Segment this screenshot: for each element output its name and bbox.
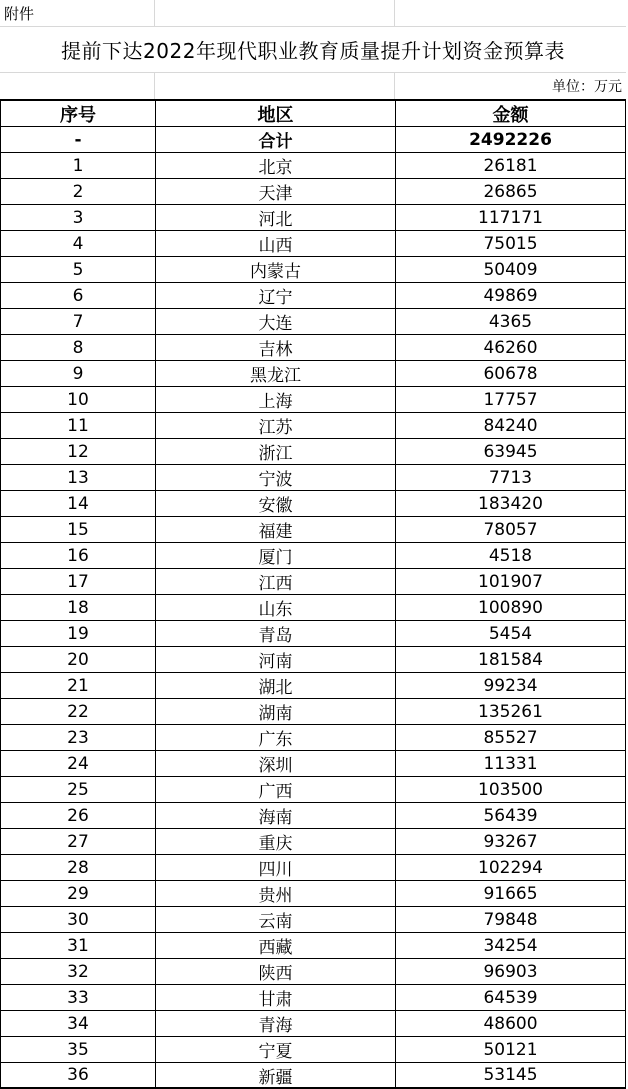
row-amount[interactable]: 183420 bbox=[478, 493, 543, 514]
row-amount[interactable]: 50121 bbox=[483, 1039, 538, 1060]
row-amount[interactable]: 26865 bbox=[483, 181, 538, 202]
empty-cell[interactable] bbox=[155, 0, 395, 26]
row-amount[interactable]: 93267 bbox=[483, 831, 538, 852]
row-region[interactable]: 福建 bbox=[156, 517, 396, 542]
row-seq[interactable]: 8 bbox=[1, 335, 156, 360]
budget-table bbox=[0, 99, 626, 1089]
row-seq[interactable]: 27 bbox=[1, 829, 156, 854]
row-seq[interactable]: 13 bbox=[1, 465, 156, 490]
table-row bbox=[1, 621, 625, 647]
row-region[interactable]: 陕西 bbox=[156, 959, 396, 984]
annex-row bbox=[0, 0, 626, 27]
title-row bbox=[0, 27, 626, 73]
row-region[interactable]: 海南 bbox=[156, 803, 396, 828]
row-region[interactable]: 广西 bbox=[156, 777, 396, 802]
row-region[interactable]: 贵州 bbox=[156, 881, 396, 906]
table-row bbox=[1, 179, 625, 205]
row-seq[interactable]: 9 bbox=[1, 361, 156, 386]
row-seq[interactable]: 21 bbox=[1, 673, 156, 698]
table-row bbox=[1, 907, 625, 933]
row-region[interactable]: 天津 bbox=[156, 179, 396, 204]
row-amount[interactable]: 75015 bbox=[483, 233, 538, 254]
table-row bbox=[1, 1063, 625, 1089]
row-amount[interactable]: 102294 bbox=[478, 857, 543, 878]
row-seq[interactable]: 29 bbox=[1, 881, 156, 906]
table-row bbox=[1, 257, 625, 283]
row-region[interactable]: 江苏 bbox=[156, 413, 396, 438]
unit-row bbox=[0, 73, 626, 99]
table-row bbox=[1, 309, 625, 335]
row-amount[interactable]: 63945 bbox=[483, 441, 538, 462]
row-region[interactable]: 辽宁 bbox=[156, 283, 396, 308]
row-seq[interactable]: 12 bbox=[1, 439, 156, 464]
row-seq[interactable]: 11 bbox=[1, 413, 156, 438]
row-amount[interactable]: 99234 bbox=[483, 675, 538, 696]
table-row bbox=[1, 959, 625, 985]
table-row bbox=[1, 491, 625, 517]
unit-label[interactable]: 单位：万元 bbox=[552, 79, 622, 95]
row-amount[interactable]: 135261 bbox=[478, 701, 543, 722]
row-region[interactable]: 云南 bbox=[156, 907, 396, 932]
row-amount[interactable]: 79848 bbox=[483, 909, 538, 930]
row-seq[interactable]: 1 bbox=[1, 153, 156, 178]
row-region[interactable]: 甘肃 bbox=[156, 985, 396, 1010]
row-seq[interactable]: 16 bbox=[1, 543, 156, 568]
row-region[interactable]: 江西 bbox=[156, 569, 396, 594]
empty-cell[interactable] bbox=[155, 73, 395, 99]
row-seq[interactable]: 18 bbox=[1, 595, 156, 620]
row-seq[interactable]: 33 bbox=[1, 985, 156, 1010]
table-row bbox=[1, 595, 625, 621]
row-seq[interactable]: 30 bbox=[1, 907, 156, 932]
table-row bbox=[1, 933, 625, 959]
row-region[interactable]: 湖南 bbox=[156, 699, 396, 724]
table-row bbox=[1, 829, 625, 855]
row-seq[interactable]: 32 bbox=[1, 959, 156, 984]
table-row bbox=[1, 413, 625, 439]
row-region[interactable]: 河南 bbox=[156, 647, 396, 672]
row-region[interactable]: 大连 bbox=[156, 309, 396, 334]
row-amount[interactable]: 48600 bbox=[483, 1013, 538, 1034]
empty-cell[interactable] bbox=[395, 0, 626, 26]
table-row bbox=[1, 647, 625, 673]
table-row bbox=[1, 725, 625, 751]
row-amount[interactable]: 84240 bbox=[483, 415, 538, 436]
table-row bbox=[1, 1011, 625, 1037]
table-header-row bbox=[1, 101, 625, 127]
total-seq[interactable]: - bbox=[1, 127, 156, 152]
row-amount[interactable]: 53145 bbox=[483, 1065, 538, 1085]
row-amount[interactable]: 49869 bbox=[483, 285, 538, 306]
header-amount[interactable]: 金额 bbox=[492, 104, 529, 126]
row-seq[interactable]: 20 bbox=[1, 647, 156, 672]
row-region[interactable]: 山西 bbox=[156, 231, 396, 256]
header-region[interactable]: 地区 bbox=[156, 101, 396, 126]
row-region[interactable]: 宁波 bbox=[156, 465, 396, 490]
row-amount[interactable]: 46260 bbox=[483, 337, 538, 358]
row-amount[interactable]: 11331 bbox=[483, 753, 538, 774]
table-body bbox=[1, 153, 625, 1089]
row-region[interactable]: 西藏 bbox=[156, 933, 396, 958]
row-region[interactable]: 青岛 bbox=[156, 621, 396, 646]
row-amount[interactable]: 56439 bbox=[483, 805, 538, 826]
row-seq[interactable]: 31 bbox=[1, 933, 156, 958]
row-seq[interactable]: 26 bbox=[1, 803, 156, 828]
row-region[interactable]: 厦门 bbox=[156, 543, 396, 568]
row-region[interactable]: 内蒙古 bbox=[156, 257, 396, 282]
table-row bbox=[1, 777, 625, 803]
table-row bbox=[1, 803, 625, 829]
row-region[interactable]: 浙江 bbox=[156, 439, 396, 464]
row-region[interactable]: 广东 bbox=[156, 725, 396, 750]
row-amount[interactable]: 60678 bbox=[483, 363, 538, 384]
row-region[interactable]: 青海 bbox=[156, 1011, 396, 1036]
table-row bbox=[1, 283, 625, 309]
row-seq[interactable]: 3 bbox=[1, 205, 156, 230]
row-seq[interactable]: 35 bbox=[1, 1037, 156, 1062]
row-amount[interactable]: 101907 bbox=[478, 571, 543, 592]
row-seq[interactable]: 28 bbox=[1, 855, 156, 880]
row-region[interactable]: 重庆 bbox=[156, 829, 396, 854]
row-seq[interactable]: 17 bbox=[1, 569, 156, 594]
row-amount[interactable]: 7713 bbox=[488, 467, 533, 488]
row-region[interactable]: 深圳 bbox=[156, 751, 396, 776]
page-title[interactable]: 提前下达2022年现代职业教育质量提升计划资金预算表 bbox=[61, 39, 565, 63]
table-row bbox=[1, 361, 625, 387]
empty-cell[interactable] bbox=[0, 73, 155, 99]
row-amount[interactable]: 117171 bbox=[478, 207, 543, 228]
row-amount[interactable]: 34254 bbox=[483, 935, 538, 956]
row-region[interactable]: 四川 bbox=[156, 855, 396, 880]
row-seq[interactable]: 15 bbox=[1, 517, 156, 542]
table-row bbox=[1, 985, 625, 1011]
row-seq[interactable]: 22 bbox=[1, 699, 156, 724]
row-region[interactable]: 安徽 bbox=[156, 491, 396, 516]
table-row bbox=[1, 439, 625, 465]
row-amount[interactable]: 181584 bbox=[478, 649, 543, 670]
row-seq[interactable]: 25 bbox=[1, 777, 156, 802]
annex-label[interactable]: 附件 bbox=[0, 0, 155, 26]
row-region[interactable]: 宁夏 bbox=[156, 1037, 396, 1062]
total-row bbox=[1, 127, 625, 153]
header-seq[interactable]: 序号 bbox=[1, 101, 156, 126]
row-amount[interactable]: 50409 bbox=[483, 259, 538, 280]
table-row bbox=[1, 517, 625, 543]
table-row bbox=[1, 335, 625, 361]
row-amount[interactable]: 78057 bbox=[483, 519, 538, 540]
table-row bbox=[1, 673, 625, 699]
row-seq[interactable]: 2 bbox=[1, 179, 156, 204]
total-amount[interactable]: 2492226 bbox=[469, 129, 552, 150]
row-seq[interactable]: 19 bbox=[1, 621, 156, 646]
row-amount[interactable]: 103500 bbox=[478, 779, 543, 800]
row-seq[interactable]: 23 bbox=[1, 725, 156, 750]
row-region[interactable]: 吉林 bbox=[156, 335, 396, 360]
row-amount[interactable]: 26181 bbox=[483, 155, 538, 176]
table-row bbox=[1, 855, 625, 881]
table-row bbox=[1, 881, 625, 907]
row-seq[interactable]: 10 bbox=[1, 387, 156, 412]
table-row bbox=[1, 699, 625, 725]
total-label[interactable]: 合计 bbox=[156, 127, 396, 152]
row-amount[interactable]: 91665 bbox=[483, 883, 538, 904]
row-region[interactable]: 河北 bbox=[156, 205, 396, 230]
row-seq[interactable]: 5 bbox=[1, 257, 156, 282]
table-row bbox=[1, 543, 625, 569]
row-seq[interactable]: 7 bbox=[1, 309, 156, 334]
row-region[interactable]: 山东 bbox=[156, 595, 396, 620]
row-seq[interactable]: 14 bbox=[1, 491, 156, 516]
table-row bbox=[1, 387, 625, 413]
row-amount[interactable]: 4365 bbox=[488, 311, 533, 332]
row-amount[interactable]: 85527 bbox=[483, 727, 538, 748]
row-amount[interactable]: 5454 bbox=[488, 623, 533, 644]
table-row bbox=[1, 231, 625, 257]
table-row bbox=[1, 569, 625, 595]
row-region[interactable]: 新疆 bbox=[156, 1063, 396, 1087]
row-seq[interactable]: 24 bbox=[1, 751, 156, 776]
table-row bbox=[1, 465, 625, 491]
row-region[interactable]: 北京 bbox=[156, 153, 396, 178]
row-region[interactable]: 黑龙江 bbox=[156, 361, 396, 386]
row-region[interactable]: 上海 bbox=[156, 387, 396, 412]
row-amount[interactable]: 4518 bbox=[488, 545, 533, 566]
row-amount[interactable]: 17757 bbox=[483, 389, 538, 410]
table-row bbox=[1, 1037, 625, 1063]
row-seq[interactable]: 34 bbox=[1, 1011, 156, 1036]
row-seq[interactable]: 6 bbox=[1, 283, 156, 308]
table-row bbox=[1, 751, 625, 777]
row-amount[interactable]: 100890 bbox=[478, 597, 543, 618]
table-row bbox=[1, 205, 625, 231]
table-row bbox=[1, 153, 625, 179]
row-amount[interactable]: 96903 bbox=[483, 961, 538, 982]
row-seq[interactable]: 36 bbox=[1, 1063, 156, 1087]
row-amount[interactable]: 64539 bbox=[483, 987, 538, 1008]
row-region[interactable]: 湖北 bbox=[156, 673, 396, 698]
row-seq[interactable]: 4 bbox=[1, 231, 156, 256]
